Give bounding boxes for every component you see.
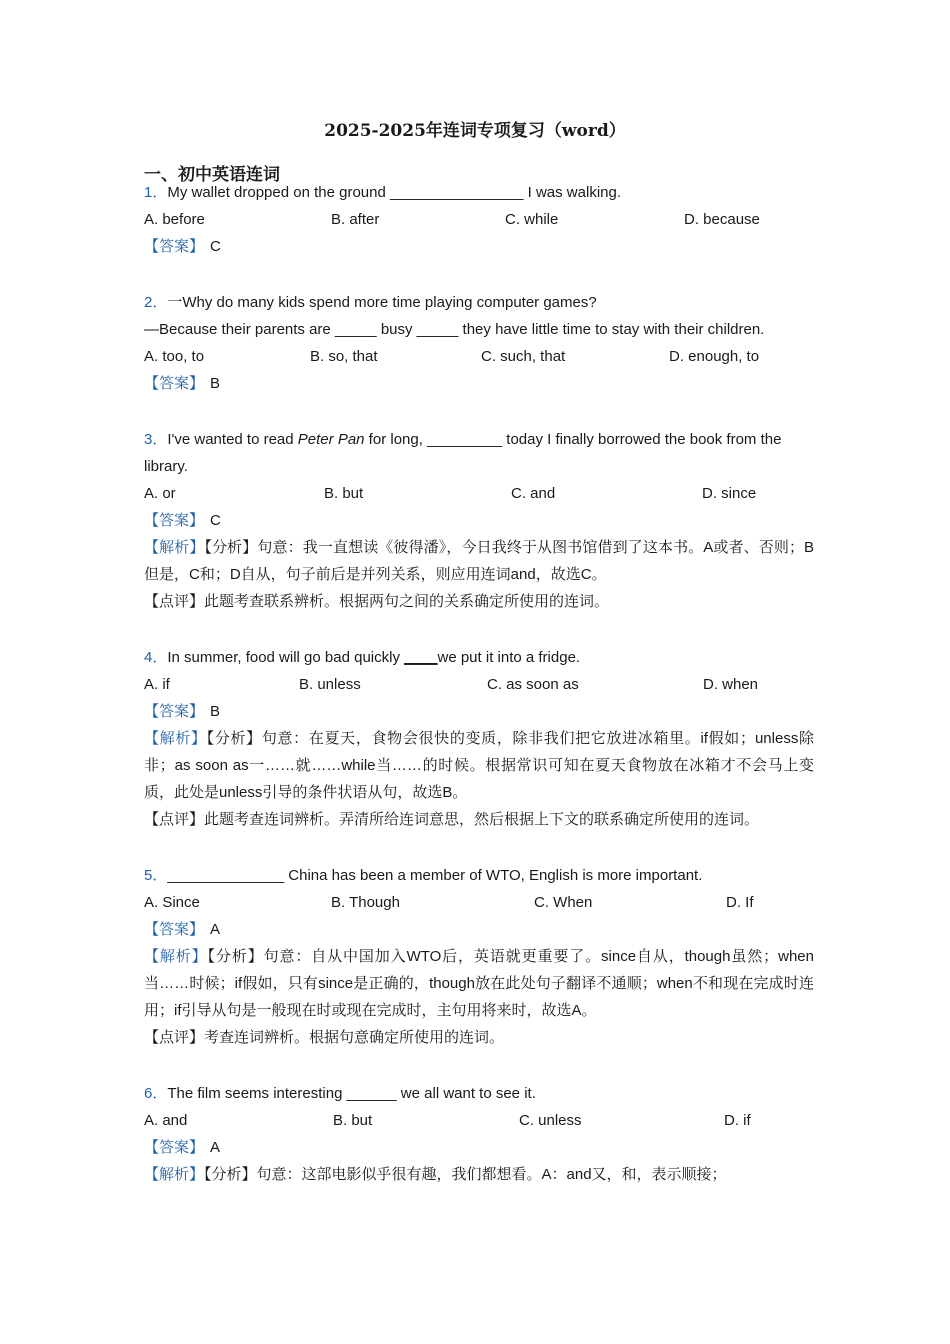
question-number: 5． [144, 867, 168, 884]
answer-line [144, 233, 814, 260]
analysis: 【解析】【分析】句意：自从中国加入WTO后，英语就更重要了。since自从，though虽然；when当……时候；if假如，只有since是正确的，though放在此处句子翻译不通顺；when不和现在完成时连用；if引导从句是一般现在时或现在完成时，主句用将来时，故选A。 [144, 948, 814, 1019]
option-b: B. so, that [310, 348, 378, 365]
question-stem: 2．一Why do many kids spend more time playing computer games? [144, 294, 597, 311]
option-b: B. but [333, 1112, 373, 1129]
options-row [144, 206, 814, 233]
answer-label: 【答案】 [144, 375, 205, 392]
answer-value: A [210, 921, 221, 938]
answer-value: A [210, 1139, 221, 1156]
question-5 [144, 862, 814, 1051]
answer-line [144, 1134, 814, 1161]
option-c: C. while [505, 211, 559, 228]
option-a: A. Since [144, 894, 200, 911]
answer-value: B [210, 703, 221, 720]
option-a: A. and [144, 1112, 188, 1129]
option-d: D. If [726, 894, 754, 911]
option-b: B. after [331, 211, 380, 228]
question-3 [144, 426, 814, 615]
option-d: D. if [724, 1112, 751, 1129]
question-4 [144, 644, 814, 833]
question-2 [144, 289, 814, 397]
option-a: A. or [144, 485, 176, 502]
option-d: D. since [702, 485, 757, 502]
answer-line [144, 698, 814, 725]
question-stem: 4．In summer, food will go bad quickly ____we put it into a fridge. [144, 649, 581, 666]
answer-label: 【答案】 [144, 921, 205, 938]
question-stem: 1．My wallet dropped on the ground ________________ I was walking. [144, 184, 621, 201]
analysis-label: 【解析】 [144, 948, 208, 965]
option-c: C. such, that [481, 348, 566, 365]
options-row [144, 343, 814, 370]
question-stem-line-2: —Because their parents are _____ busy _____ they have little time to stay with their children. [144, 321, 765, 338]
question-number: 6． [144, 1085, 168, 1102]
answer-value: C [210, 512, 221, 529]
answer-blank: ____ [404, 649, 438, 666]
option-c: C. When [534, 894, 593, 911]
answer-line [144, 507, 814, 534]
question-number: 2． [144, 294, 168, 311]
question-number: 4． [144, 649, 168, 666]
option-b: B. unless [299, 676, 361, 693]
question-stem: 5．______________ China has been a member of WTO, English is more important. [144, 867, 703, 884]
question-number: 1． [144, 184, 168, 201]
analysis: 【解析】【分析】句意：这部电影似乎很有趣，我们都想看。A：and又，和，表示顺接； [144, 1166, 727, 1183]
answer-label: 【答案】 [144, 512, 205, 529]
comment: 【点评】此题考查联系辨析。根据两句之间的关系确定所使用的连词。 [144, 593, 610, 610]
section-heading: 一、初中英语连词 [144, 165, 280, 185]
question-stem: 3．I've wanted to read Peter Pan for long, _________ today I finally borrowed the book from the library. [144, 431, 782, 475]
analysis: 【解析】【分析】句意：我一直想读《彼得潘》，今日我终于从图书馆借到了这本书。A或者、否则；B但是，C和；D自从，句子前后是并列关系，则应用连词and，故选C。 [144, 539, 814, 583]
answer-label: 【答案】 [144, 703, 205, 720]
option-a: A. before [144, 211, 205, 228]
question-number: 3． [144, 431, 168, 448]
option-b: B. but [324, 485, 364, 502]
option-d: D. enough, to [669, 348, 760, 365]
analysis: 【解析】【分析】句意：在夏天，食物会很快的变质，除非我们把它放进冰箱里。if假如；unless除非；as soon as一……就……while当……的时候。根据常识可知在夏天食物放在冰箱才不会马上变质，此处是unless引导的条件状语从句，故选B。 [144, 730, 814, 801]
options-row [144, 671, 814, 698]
book-title: Peter Pan [297, 431, 365, 448]
answer-value: C [210, 238, 221, 255]
question-1 [144, 179, 814, 260]
options-row [144, 889, 814, 916]
comment: 【点评】考查连词辨析。根据句意确定所使用的连词。 [144, 1029, 505, 1046]
answer-line [144, 370, 814, 397]
answer-label: 【答案】 [144, 1139, 205, 1156]
option-b: B. Though [331, 894, 400, 911]
options-row [144, 480, 814, 507]
option-d: D. when [703, 676, 759, 693]
answer-value: B [210, 375, 221, 392]
question-list [144, 179, 814, 1188]
option-c: C. unless [519, 1112, 582, 1129]
answer-label: 【答案】 [144, 238, 205, 255]
question-stem: 6．The film seems interesting ______ we all want to see it. [144, 1085, 536, 1102]
analysis-label: 【解析】 [144, 539, 205, 556]
options-row [144, 1107, 814, 1134]
question-6 [144, 1080, 814, 1188]
option-c: C. as soon as [487, 676, 579, 693]
option-a: A. if [144, 676, 170, 693]
comment: 【点评】此题考查连词辨析。弄清所给连词意思，然后根据上下文的联系确定所使用的连词。 [144, 811, 760, 828]
option-a: A. too, to [144, 348, 205, 365]
document-title: 2025-2025年连词专项复习（word） [324, 121, 626, 141]
analysis-label: 【解析】 [144, 730, 207, 747]
option-d: D. because [684, 211, 760, 228]
analysis-label: 【解析】 [144, 1166, 205, 1183]
answer-line [144, 916, 814, 943]
option-c: C. and [511, 485, 556, 502]
